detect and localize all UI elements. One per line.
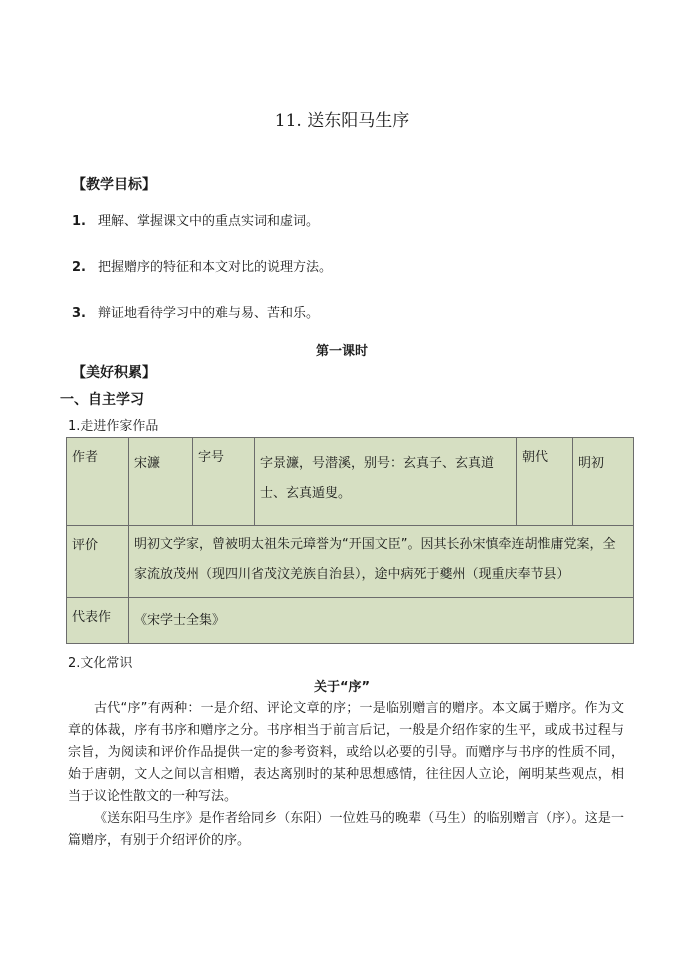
objective-number: 3. xyxy=(72,306,86,321)
author-label: 作者 xyxy=(67,438,129,526)
author-info-table xyxy=(66,437,634,644)
self-study-heading: 一、自主学习 xyxy=(60,392,144,408)
culture-section-title: 关于“序” xyxy=(313,680,371,695)
zihao-value: 字景濂，号潜溪，别号：玄真子、玄真道士、玄真遁叟。 xyxy=(255,438,517,526)
objective-number: 1. xyxy=(72,214,86,229)
culture-paragraph: 古代“序”有两种：一是介绍、评论文章的序；一是临别赠言的赠序。本文属于赠序。作为文章的体裁，序有书序和赠序之分。书序相当于前言后记，一般是介绍作家的生平，或成书过程与宗旨，为阅读和评价作品提供一定的参考资料，或给以必要的引导。而赠序与书序的性质不同，始于唐朝，文人之间以言相赠，表达离别时的某种思想感情，往往因人立论，阐明某些观点，相当于议论性散文的一种写法。 xyxy=(68,701,624,804)
dynasty-label: 朝代 xyxy=(517,438,573,526)
dynasty-value: 明初 xyxy=(573,438,634,526)
author-works-subheading: 1.走进作家作品 xyxy=(68,419,159,434)
objectives-heading: 【教学目标】 xyxy=(72,177,156,193)
objective-text: 理解、掌握课文中的重点实词和虚词。 xyxy=(98,214,320,229)
culture-paragraph: 《送东阳马生序》是作者给同乡（东阳）一位姓马的晚辈（马生）的临别赠言（序）。这是一篇赠序，有别于介绍评价的序。 xyxy=(68,811,624,848)
author-value: 宋濂 xyxy=(129,438,193,526)
accumulation-heading: 【美好积累】 xyxy=(72,365,156,381)
objective-text: 辩证地看待学习中的难与易、苦和乐。 xyxy=(98,306,320,321)
culture-subheading: 2.文化常识 xyxy=(68,656,133,671)
page-title: 11. 送东阳马生序 xyxy=(274,111,410,131)
objective-text: 把握赠序的特征和本文对比的说理方法。 xyxy=(98,260,333,275)
evaluation-label: 评价 xyxy=(67,526,129,598)
evaluation-value: 明初文学家，曾被明太祖朱元璋誉为“开国文臣”。因其长孙宋慎牵连胡惟庸党案，全家流放茂州（现四川省茂汶羌族自治县），途中病死于夔州（现重庆奉节县） xyxy=(129,526,634,598)
table-row xyxy=(67,526,634,598)
lesson-title: 第一课时 xyxy=(315,344,368,359)
objective-item xyxy=(72,302,319,321)
objective-item xyxy=(72,256,332,275)
table-row xyxy=(67,438,634,526)
works-label: 代表作 xyxy=(67,598,129,644)
table-row xyxy=(67,598,634,644)
objective-number: 2. xyxy=(72,260,86,275)
objective-item xyxy=(72,210,319,229)
zihao-label: 字号 xyxy=(193,438,255,526)
works-value: 《宋学士全集》 xyxy=(129,598,634,644)
